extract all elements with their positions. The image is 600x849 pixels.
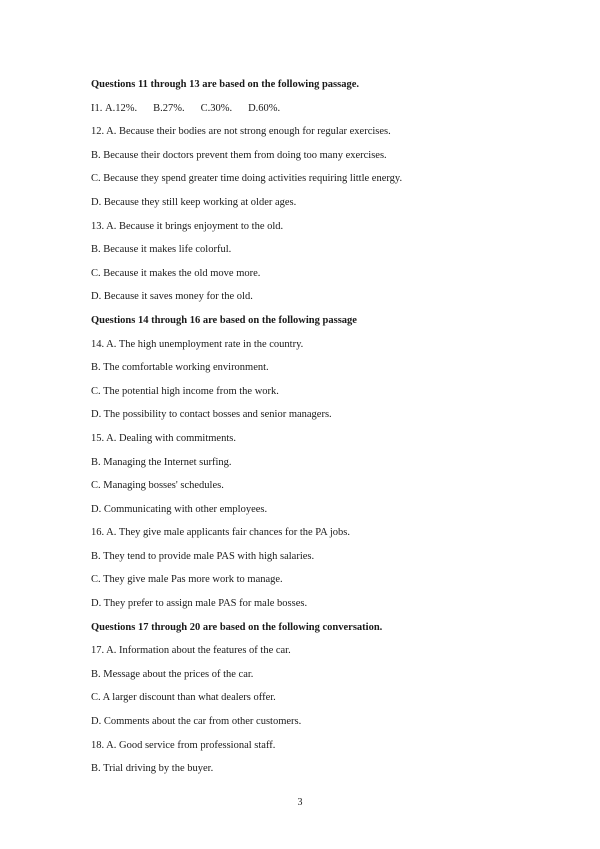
question-line: 17. A. Information about the features of the car. [91, 645, 291, 657]
question-line: 12. A. Because their bodies are not strong enough for regular exercises. [91, 126, 391, 138]
question-line: 13. A. Because it brings enjoyment to the old. [91, 220, 284, 232]
page-number: 3 [297, 797, 303, 808]
question-line: C. Managing bosses' schedules. [91, 480, 224, 492]
question-line: C. They give male Pas more work to manage. [91, 574, 283, 586]
question-line: D. Communicating with other employees. [91, 503, 268, 515]
question-line: C. Because it makes the old move more. [91, 267, 261, 279]
question-line: C. Because they spend greater time doing activities requiring little energy. [91, 173, 403, 185]
question-options-line [91, 102, 551, 126]
answer-option: A.12%. [105, 102, 138, 114]
question-line: B. Trial driving by the buyer. [91, 763, 214, 775]
question-line: B. They tend to provide male PAS with high salaries. [91, 550, 315, 562]
question-line: B. Message about the prices of the car. [91, 668, 254, 680]
section-heading: Questions 11 through 13 are based on the following passage. [91, 79, 359, 90]
question-line: 15. A. Dealing with commitments. [91, 432, 236, 444]
question-line: D. Because it saves money for the old. [91, 291, 253, 303]
section-heading: Questions 17 through 20 are based on the following conversation. [91, 621, 383, 633]
question-line: C. A larger discount than what dealers offer. [91, 692, 276, 704]
section-heading: Questions 14 through 16 are based on the following passage [91, 314, 357, 326]
question-line: B. The comfortable working environment. [91, 362, 269, 374]
question-list [91, 78, 551, 786]
question-line: 18. A. Good service from professional staff. [91, 739, 276, 751]
question-line: B. Managing the Internet surfing. [91, 456, 232, 468]
answer-option: D.60%. [248, 102, 281, 114]
question-line: D. Comments about the car from other customers. [91, 716, 302, 728]
question-line: B. Because their doctors prevent them from doing too many exercises. [91, 149, 387, 161]
question-line: 14. A. The high unemployment rate in the country. [91, 338, 304, 350]
question-line: D. They prefer to assign male PAS for male bosses. [91, 598, 308, 610]
question-line: 16. A. They give male applicants fair chances for the PA jobs. [91, 527, 350, 539]
question-line: C. The potential high income from the work. [91, 385, 279, 397]
question-number: I1. [91, 102, 105, 114]
question-line: D. Because they still keep working at older ages. [91, 196, 297, 208]
question-line: B. Because it makes life colorful. [91, 244, 232, 256]
question-line: D. The possibility to contact bosses and senior managers. [91, 409, 332, 421]
answer-option: C.30%. [200, 102, 233, 114]
answer-option: B.27%. [153, 102, 185, 114]
